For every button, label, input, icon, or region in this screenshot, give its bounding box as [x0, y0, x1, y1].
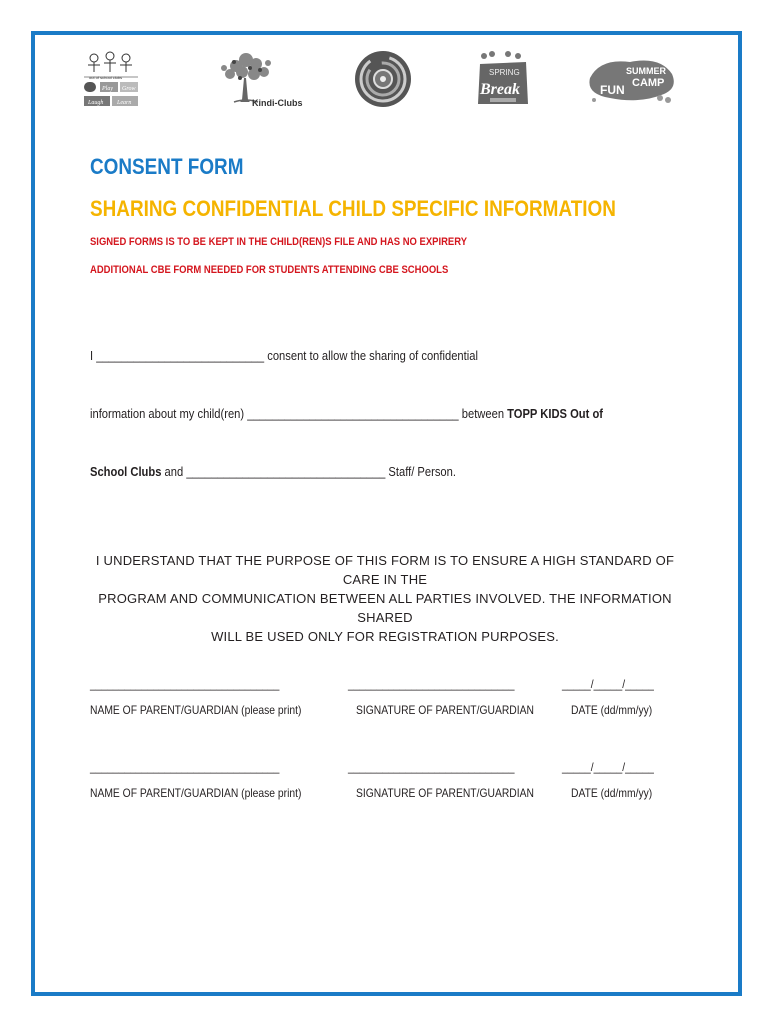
signature-field-1[interactable]: _____________________________: [348, 677, 515, 691]
out-of-school-clubs-logo: [80, 48, 142, 110]
purpose-statement: I UNDERSTAND THAT THE PURPOSE OF THIS FORM IS TO ENSURE A HIGH STANDARD OF CARE IN THE PROGRAM AND COMMUNICATION BETWEEN ALL PARTIES INVOLVED. THE INFORMATION SHARED WILL BE USED ONLY FOR REGISTRATION PURPOSES.: [95, 553, 675, 644]
consent-line-1: I ___________________________ consent to allow the sharing of confidential: [90, 348, 478, 363]
svg-text:CAMP: CAMP: [632, 77, 665, 89]
signature-label-2: SIGNATURE OF PARENT/GUARDIAN: [356, 786, 534, 800]
form-title: CONSENT FORM: [90, 154, 244, 179]
consent-line-3: School Clubs and ________________________________ Staff/ Person.: [90, 464, 456, 479]
consenter-name-blank[interactable]: ___________________________: [96, 348, 265, 363]
date-label-1: DATE (dd/mm/yy): [571, 703, 653, 717]
date-field-1[interactable]: _____/_____/_____: [562, 677, 654, 691]
signature-label-1: SIGNATURE OF PARENT/GUARDIAN: [356, 703, 534, 717]
svg-text:SUMMER: SUMMER: [626, 66, 666, 76]
consent-line-2: information about my child(ren) __________________________________ between TOPP KIDS Out of: [90, 406, 604, 421]
svg-text:Grow: Grow: [122, 86, 136, 92]
logo-strip: [80, 48, 690, 110]
child-name-blank[interactable]: __________________________________: [247, 406, 459, 421]
svg-text:Learn: Learn: [117, 100, 132, 106]
parent-name-field-2[interactable]: _________________________________: [90, 760, 280, 774]
svg-text:Kindi-Clubs: Kindi-Clubs: [252, 98, 303, 108]
retention-note: SIGNED FORMS IS TO BE KEPT IN THE CHILD(REN)S FILE AND HAS NO EXPIRERY: [90, 236, 468, 248]
svg-text:Play: Play: [102, 86, 113, 92]
spring-break-logo: [472, 48, 534, 110]
circle-logo: [352, 48, 414, 110]
cbe-note: ADDITIONAL CBE FORM NEEDED FOR STUDENTS ATTENDING CBE SCHOOLS: [90, 264, 449, 276]
signature-field-2[interactable]: _____________________________: [348, 760, 515, 774]
staff-person-blank[interactable]: ________________________________: [186, 464, 386, 479]
kindi-clubs-logo: [206, 48, 303, 110]
svg-text:Break: Break: [480, 81, 520, 98]
svg-text:SPRING: SPRING: [489, 68, 520, 77]
date-field-2[interactable]: _____/_____/_____: [562, 760, 654, 774]
parent-name-label-2: NAME OF PARENT/GUARDIAN (please print): [90, 786, 302, 800]
form-subtitle: SHARING CONFIDENTIAL CHILD SPECIFIC INFORMATION: [90, 196, 616, 221]
svg-text:FUN: FUN: [600, 83, 625, 97]
parent-name-field-1[interactable]: _________________________________: [90, 677, 280, 691]
date-label-2: DATE (dd/mm/yy): [571, 786, 653, 800]
logo-caption: out of school clubs: [89, 75, 123, 80]
parent-name-label-1: NAME OF PARENT/GUARDIAN (please print): [90, 703, 302, 717]
summer-camp-logo: [580, 48, 680, 110]
svg-text:Laugh: Laugh: [88, 100, 104, 106]
